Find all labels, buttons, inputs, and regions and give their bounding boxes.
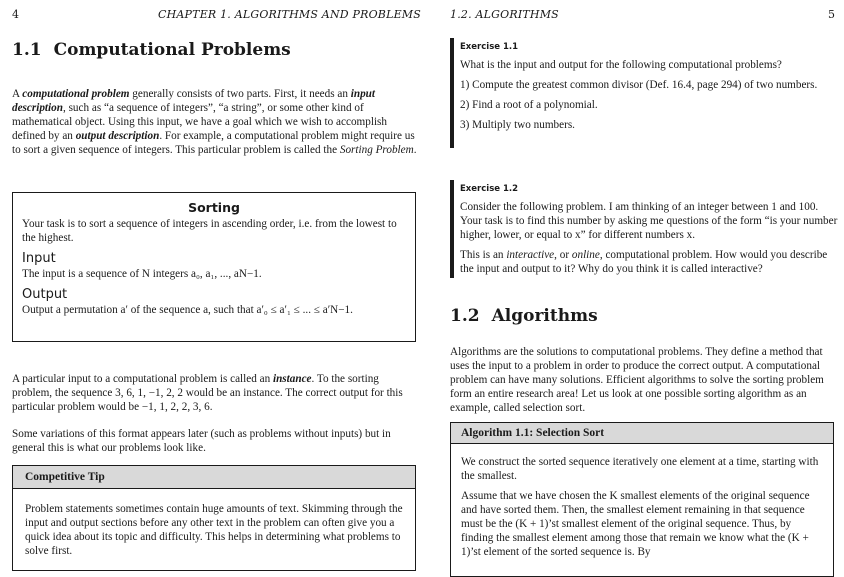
term-input-description: input description <box>12 88 375 114</box>
tip-text: Problem statements sometimes contain huge amounts of text. Skimming through the input and output sections before any other text in the problem can often give you a quick idea about its topic and difficulty. This helps in determining what problems to solve first. <box>25 503 403 557</box>
page-number: 5 <box>828 8 835 21</box>
exercise-1-1 <box>450 38 840 148</box>
algorithm-box <box>450 422 834 577</box>
exercise-item: 2) Find a root of a polynomial. <box>460 99 598 111</box>
output-heading: Output <box>22 287 68 302</box>
instance-paragraph: A particular input to a computational problem is called an instance. To the sorting problem, the sequence 3, 6, 1, −1, 2, 2 would be an instance. The correct output for this particular problem would be −1, 1, 2, 2, 3, 6. <box>12 373 403 413</box>
algorithm-title: Algorithm 1.1: Selection Sort <box>451 423 833 444</box>
term-output-description: output description <box>75 130 160 142</box>
input-heading: Input <box>22 251 56 266</box>
algorithm-text: We construct the sorted sequence iteratively one element at a time, starting with the smallest. <box>461 456 819 482</box>
exercise-label: Exercise 1.2 <box>460 184 519 194</box>
tip-title: Competitive Tip <box>13 466 415 489</box>
input-text: The input is a sequence of N integers a₀, a₁, ..., aN−1. <box>22 268 262 280</box>
box-title: Sorting <box>188 200 240 215</box>
exercise-question: What is the input and output for the following computational problems? <box>460 59 782 71</box>
exercise-text: This is an interactive, or online, computational problem. How would you describe the input and output to it? Why do you think it is called interactive? <box>460 249 828 275</box>
exercise-text: Consider the following problem. I am thinking of an integer between 1 and 100. Your task is to find this number by asking me questions of the form “is your number higher, lower, or equal to x” for different numbers x. <box>460 201 838 241</box>
exercise-1-2 <box>450 180 840 278</box>
exercise-item: 3) Multiply two numbers. <box>460 119 575 131</box>
exercise-item: 1) Compute the greatest common divisor (Def. 16.4, page 294) of two numbers. <box>460 79 818 91</box>
section-number: 1.1 <box>12 40 42 60</box>
term-sorting-problem: Sorting Problem <box>339 144 414 156</box>
term-instance: instance <box>272 373 312 385</box>
running-header: CHAPTER 1. ALGORITHMS AND PROBLEMS <box>158 8 422 21</box>
algorithm-text: Assume that we have chosen the K smallest elements of the original sequence and have sorted them. Then, the smallest element remaining in that sequence must be the (K + 1)’st smallest element of the original sequence. Thus, by finding the smallest element among those that remain we know what the (K + 1)’st element of the sorted sequence is. By <box>461 490 810 558</box>
task-text: Your task is to sort a sequence of integers in ascending order, i.e. from the lowest to the highest. <box>22 218 397 244</box>
section-heading <box>450 306 598 326</box>
sorting-problem-box <box>12 192 416 342</box>
page-number: 4 <box>12 8 19 21</box>
intro-paragraph: A computational problem generally consists of two parts. First, it needs an input description, such as “a sequence of integers”, “a string”, or some other kind of mathematical object. Using this input, we have a goal which we wish to accomplish defined by an output description. For example, a computational problem might require us to sort a given sequence of integers. This particular problem is called the Sorting Problem. <box>12 88 417 156</box>
section-number: 1.2 <box>450 306 480 326</box>
algorithms-paragraph: Algorithms are the solutions to computational problems. They define a method that uses the input to a problem in order to produce the correct output. A computational problem can have many solutions. Efficient algorithms to solve the sorting problem form an entire research area! Let us look at one possible sorting algorithm as an example, called selection sort. <box>450 346 824 414</box>
section-heading <box>12 40 291 60</box>
variations-paragraph: Some variations of this format appears later (such as problems without inputs) but in general this is what our problems look like. <box>12 428 391 454</box>
running-header: 1.2. ALGORITHMS <box>450 8 559 21</box>
right-page <box>436 0 844 575</box>
output-text: Output a permutation a′ of the sequence a, such that a′₀ ≤ a′₁ ≤ ... ≤ a′N−1. <box>22 304 353 316</box>
section-title: Algorithms <box>491 306 598 326</box>
term-computational-problem: computational problem <box>22 88 130 100</box>
left-page <box>0 0 422 575</box>
section-title: Computational Problems <box>53 40 291 60</box>
competitive-tip-box <box>12 465 416 571</box>
exercise-label: Exercise 1.1 <box>460 42 519 52</box>
